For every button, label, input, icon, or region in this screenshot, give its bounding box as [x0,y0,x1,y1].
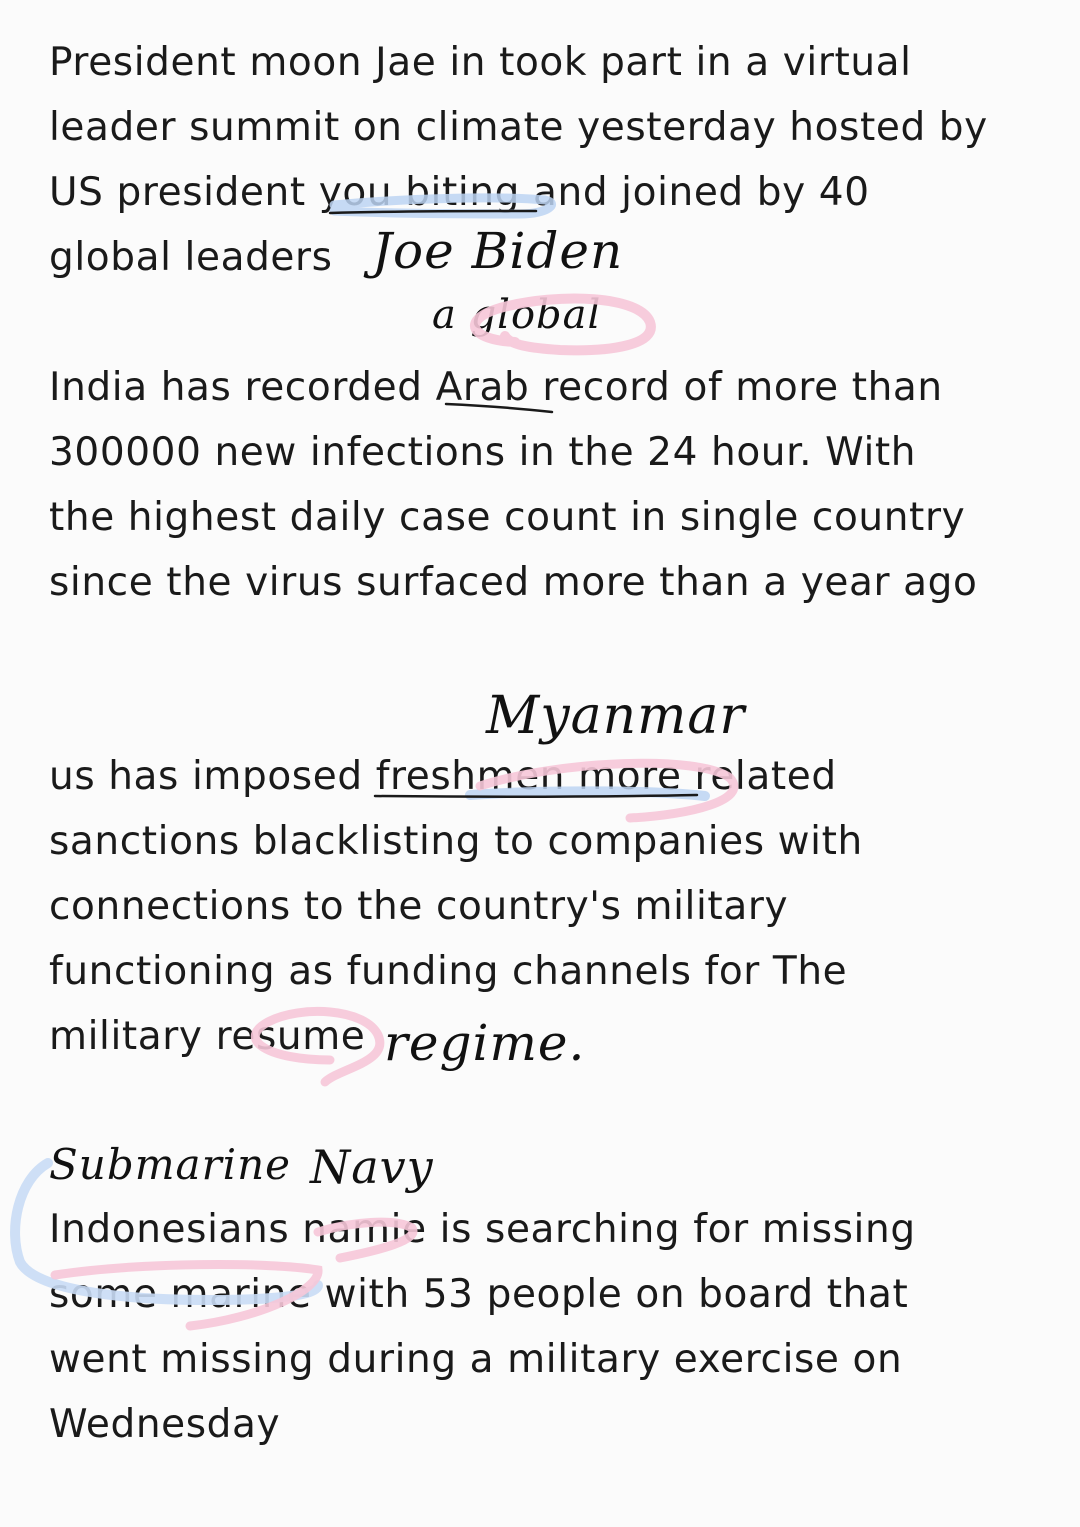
paragraph-indonesia-submarine [49,1197,916,1457]
handwritten-correction-submarine: Submarine [49,1140,291,1189]
text-line [49,160,988,225]
text-line: Wednesday [49,1402,281,1447]
text-segment: US president [49,170,319,215]
text-line: President moon Jae in took part in a virtual [49,40,912,85]
text-line [49,744,863,809]
text-line [49,355,977,420]
text-line: went missing during a military exercise on [49,1337,903,1382]
text-line: some marine with 53 people on board that [49,1272,909,1317]
handwritten-correction-navy: Navy [310,1140,434,1194]
handwritten-correction-regime: regime. [384,1014,586,1072]
text-line: Indonesians namie is searching for missing [49,1207,916,1252]
text-line: leader summit on climate yesterday hosted by [49,105,988,150]
handwritten-correction-joe-biden: Joe Biden [372,222,624,280]
paragraph-india-infections [49,355,977,615]
text-segment: India has recorded [49,365,436,410]
text-segment: us has imposed [49,754,376,799]
text-line: the highest daily case count in single country [49,495,966,540]
text-line: 300000 new infections in the 24 hour. With [49,430,917,475]
marked-word: freshmen more [375,754,682,799]
marked-word: Arab [435,365,543,410]
text-line: connections to the country's military [49,884,789,929]
handwritten-correction-a-global: a global [432,292,602,338]
text-segment: and joined by 40 [520,170,870,215]
text-segment: related [681,754,837,799]
text-line: sanctions blacklisting to companies with [49,819,863,864]
marked-word: you biting [318,170,520,215]
text-line: since the virus surfaced more than a year ago [49,560,978,605]
text-line: global leaders [49,235,333,280]
handwritten-correction-myanmar: Myanmar [486,686,746,746]
text-line: functioning as funding channels for The [49,949,848,994]
text-line: military resume [49,1014,366,1059]
text-segment: record of more than [542,365,943,410]
